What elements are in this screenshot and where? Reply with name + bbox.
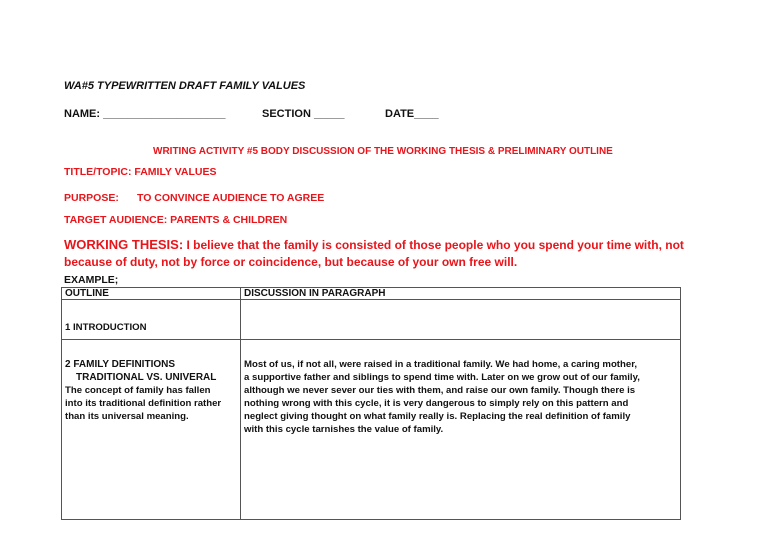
traditional-vs-universal-heading: TRADITIONAL VS. UNIVERAL — [76, 372, 217, 383]
outline-cell — [62, 300, 241, 340]
family-definitions-heading: 2 FAMILY DEFINITIONS — [65, 359, 176, 370]
target-audience: TARGET AUDIENCE: PARENTS & CHILDREN — [64, 214, 288, 226]
discussion-header — [241, 288, 681, 300]
outline-table — [61, 287, 681, 520]
purpose-label: PURPOSE: — [64, 192, 119, 204]
discussion-text-line: a supportive father and siblings to spend time with. Later on we grow out of our family, — [244, 372, 640, 383]
discussion-text-line: Most of us, if not all, were raised in a traditional family. We had home, a caring mother, — [244, 359, 638, 370]
example-label: EXAMPLE; — [64, 274, 119, 286]
outline-header-label: OUTLINE — [65, 288, 109, 299]
discussion-text-line: although we never sever our ties with them, and raise our own family. Though there is — [244, 385, 636, 396]
introduction-item: 1 INTRODUCTION — [65, 322, 147, 333]
working-thesis — [64, 236, 704, 271]
outline-text-line: The concept of family has fallen — [65, 385, 211, 396]
discussion-cell — [241, 300, 681, 340]
working-thesis-text: I believe that the family is consisted of those people who you spend your time with, not because of duty, not by force or coincidence, but because of your own free will. — [64, 238, 684, 269]
document-title: WA#5 TYPEWRITTEN DRAFT FAMILY VALUES — [64, 80, 306, 92]
working-thesis-label: WORKING THESIS: — [64, 237, 184, 252]
purpose-value: TO CONVINCE AUDIENCE TO AGREE — [137, 192, 325, 204]
activity-title: WRITING ACTIVITY #5 BODY DISCUSSION OF THE WORKING THESIS & PRELIMINARY OUTLINE — [153, 146, 613, 157]
outline-header — [62, 288, 241, 300]
outline-text-line: than its universal meaning. — [65, 411, 189, 422]
discussion-text-line: nothing wrong with this cycle, it is very dangerous to simply rely on this pattern and — [244, 398, 629, 409]
discussion-text-line: with this cycle tarnishes the value of family. — [244, 424, 444, 435]
discussion-header-label: DISCUSSION IN PARAGRAPH — [244, 288, 386, 299]
table-row — [62, 300, 681, 340]
date-field: DATE____ — [385, 108, 439, 120]
name-field: NAME: ____________________ — [64, 108, 226, 120]
outline-cell — [62, 340, 241, 520]
outline-text-line: into its traditional definition rather — [65, 398, 222, 409]
table-row — [62, 340, 681, 520]
discussion-text-line: neglect giving thought on what family really is. Replacing the real definition of family — [244, 411, 631, 422]
title-topic: TITLE/TOPIC: FAMILY VALUES — [64, 166, 217, 178]
section-field: SECTION _____ — [262, 108, 345, 120]
discussion-cell — [241, 340, 681, 520]
table-header-row — [62, 288, 681, 300]
